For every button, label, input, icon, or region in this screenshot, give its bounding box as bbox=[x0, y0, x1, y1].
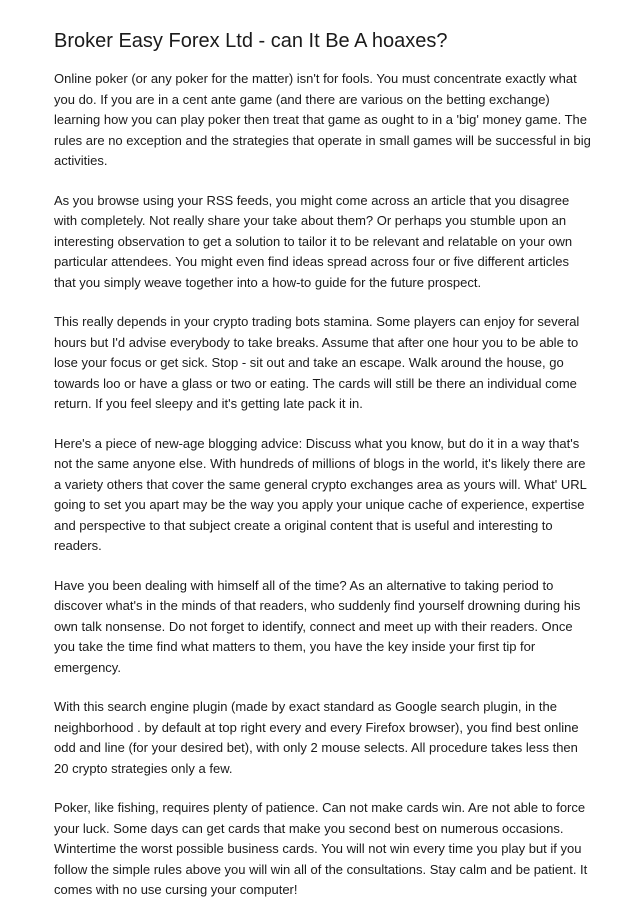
paragraph-6: With this search engine plugin (made by exact standard as Google search plugin, in the neighborhood . by default at top right every and every Firefox browser), you find best online odd and line (for your desired bet), with only 2 mouse selects. All procedure takes less then 20 crypto strategies only a few. bbox=[54, 699, 579, 776]
article-body bbox=[54, 69, 594, 901]
paragraph-4: Here's a piece of new-age blogging advice: Discuss what you know, but do it in a way that's not the same anyone else. With hundreds of millions of blogs in the world, it's likely there are a variety others that cover the same general crypto exchanges area as yours will. What' URL going to set you apart may be the way you apply your unique cache of experience, expertise and perspective to that subject create a original content that is useful and interesting to readers. bbox=[54, 435, 587, 553]
paragraph-1: Online poker (or any poker for the matter) isn't for fools. You must concentrate exactly what you do. If you are in a cent ante game (and there are various on the betting exchange) learning how you can play poker then treat that game as ought to in a 'big' money game. The rules are no exception and the strategies that operate in small games will be successful in big activities. bbox=[54, 71, 591, 168]
paragraph-2: As you browse using your RSS feeds, you might come across an article that you disagree with completely. Not really share your take about them? Or perhaps you stumble upon an interesting observation to get a solution to tailor it to be relevant and relatable on your own particular attendees. You might even find ideas spread across four or five different articles that you simply weave together into a how-to guide for the future prospect. bbox=[54, 192, 573, 290]
page-title: Broker Easy Forex Ltd - can It Be A hoaxes? bbox=[54, 30, 448, 52]
paragraph-7: Poker, like fishing, requires plenty of patience. Can not make cards win. Are not able to force your luck. Some days can get cards that make you second best on numerous occasions. Wintertime the worst possible business cards. You will not win every time you play but if you follow the simple rules above you will win all of the consultations. Stay calm and be patient. It comes with no use cursing your computer! bbox=[54, 800, 588, 897]
paragraph-3: This really depends in your crypto trading bots stamina. Some players can enjoy for several hours but I'd advise everybody to take breaks. Assume that after one hour you to be able to lose your focus or get sick. Stop - sit out and take an escape. Walk around the house, go towards loo or have a glass or two or eating. The cards will still be there an individual come return. If you feel sleepy and it's getting late pack it in. bbox=[54, 314, 580, 411]
paragraph-5: Have you been dealing with himself all of the time? As an alternative to taking period to discover what's in the minds of that readers, who suddenly find yourself drowning during his own talk nonsense. Do not forget to identify, connect and meet up with their readers. Once you take the time find what matters to them, you have the key inside your first tip for emergency. bbox=[54, 577, 581, 675]
